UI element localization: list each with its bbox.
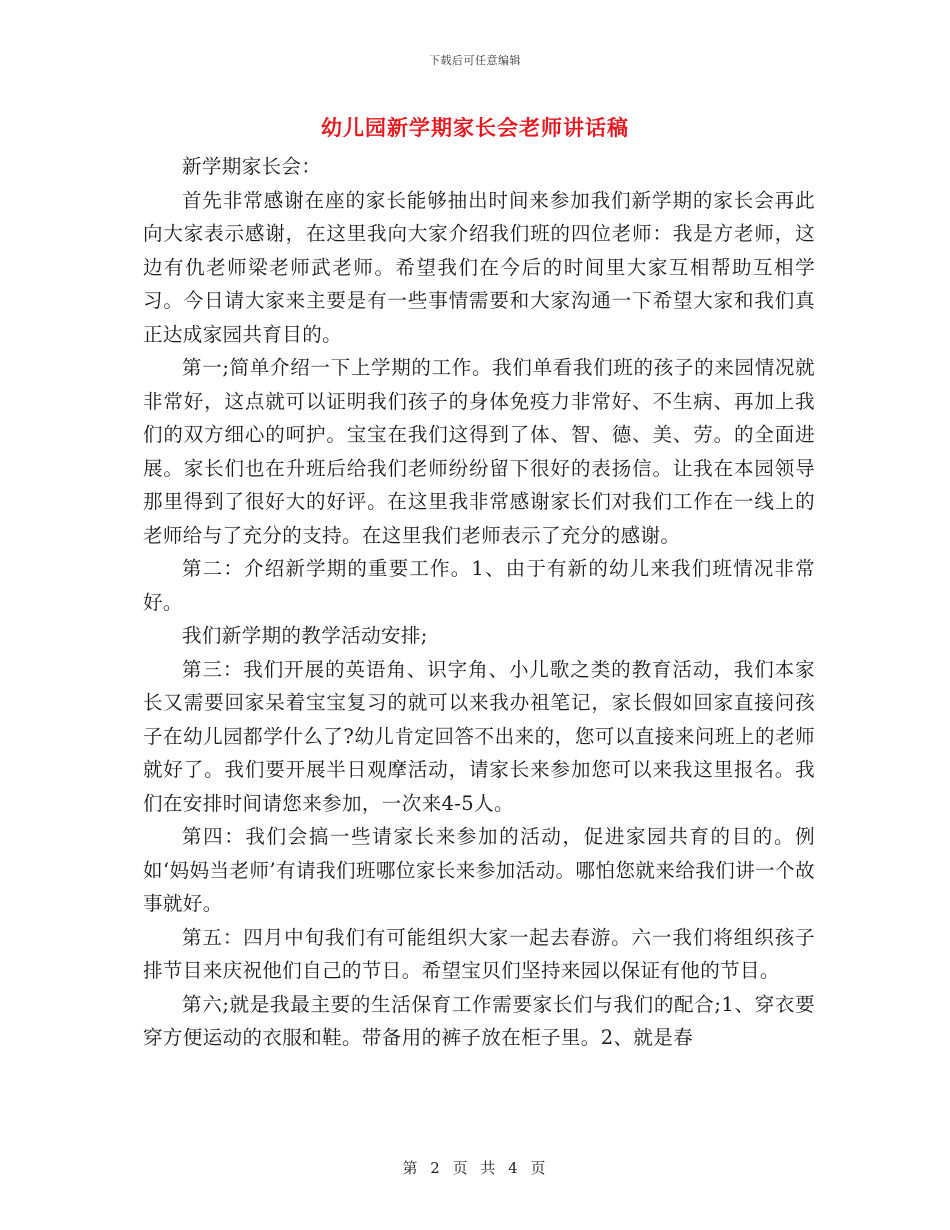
paragraph-fifth: 第五：四月中旬我们有可能组织大家一起去春游。六一我们将组织孩子排节目来庆祝他们自己的节日。希望宝贝们坚持来园以保证有他的节目。 [143,925,815,982]
paragraph-third: 第三：我们开展的英语角、识字角、小儿歌之类的教育活动，我们本家长又需要回家呆着宝宝复习的就可以来我办祖笔记，家长假如回家直接问孩子在幼儿园都学什么了?幼儿肯定回答不出来的，您可以直接来问班上的老师就好了。我们要开展半日观摩活动，请家长来参加您可以来我这里报名。我们在安排时间请您来参加，一次来4-5人。 [143,657,815,815]
document-title: 幼儿园新学期家长会老师讲话稿 [321,116,629,140]
paragraph-second: 第二：介绍新学期的重要工作。1、由于有新的幼儿来我们班情况非常好。 [143,557,815,614]
document-body [143,150,815,1055]
paragraph-greeting: 新学期家长会： [182,155,322,178]
paragraph-sixth: 第六;就是我最主要的生活保育工作需要家长们与我们的配合;1、穿衣要穿方便运动的衣服和鞋。带备用的裤子放在柜子里。2、就是春 [143,992,815,1049]
page-number-footer: 第 2 页 共 4 页 [402,1159,548,1177]
paragraph-schedule: 我们新学期的教学活动安排; [182,624,428,647]
paragraph-fourth: 第四：我们会搞一些请家长来参加的活动，促进家园共育的目的。例如‘妈妈当老师’有请我们班哪位家长来参加活动。哪怕您就来给我们讲一个故事就好。 [143,825,815,915]
paragraph-first: 第一;简单介绍一下上学期的工作。我们单看我们班的孩子的来园情况就非常好，这点就可以证明我们孩子的身体免疫力非常好、不生病、再加上我们的双方细心的呵护。宝宝在我们这得到了体、智、德、美、劳。的全面进展。家长们也在升班后给我们老师纷纷留下很好的表扬信。让我在本园领导那里得到了很好大的好评。在这里我非常感谢家长们对我们工作在一线上的老师给与了充分的支持。在这里我们老师表示了充分的感谢。 [143,356,815,547]
header-note: 下载后可任意编辑 [429,54,521,67]
paragraph-intro: 首先非常感谢在座的家长能够抽出时间来参加我们新学期的家长会再此向大家表示感谢，在这里我向大家介绍我们班的四位老师：我是方老师，这边有仇老师梁老师武老师。希望我们在今后的时间里大家互相帮助互相学习。今日请大家来主要是有一些事情需要和大家沟通一下希望大家和我们真正达成家园共育目的。 [143,188,815,346]
